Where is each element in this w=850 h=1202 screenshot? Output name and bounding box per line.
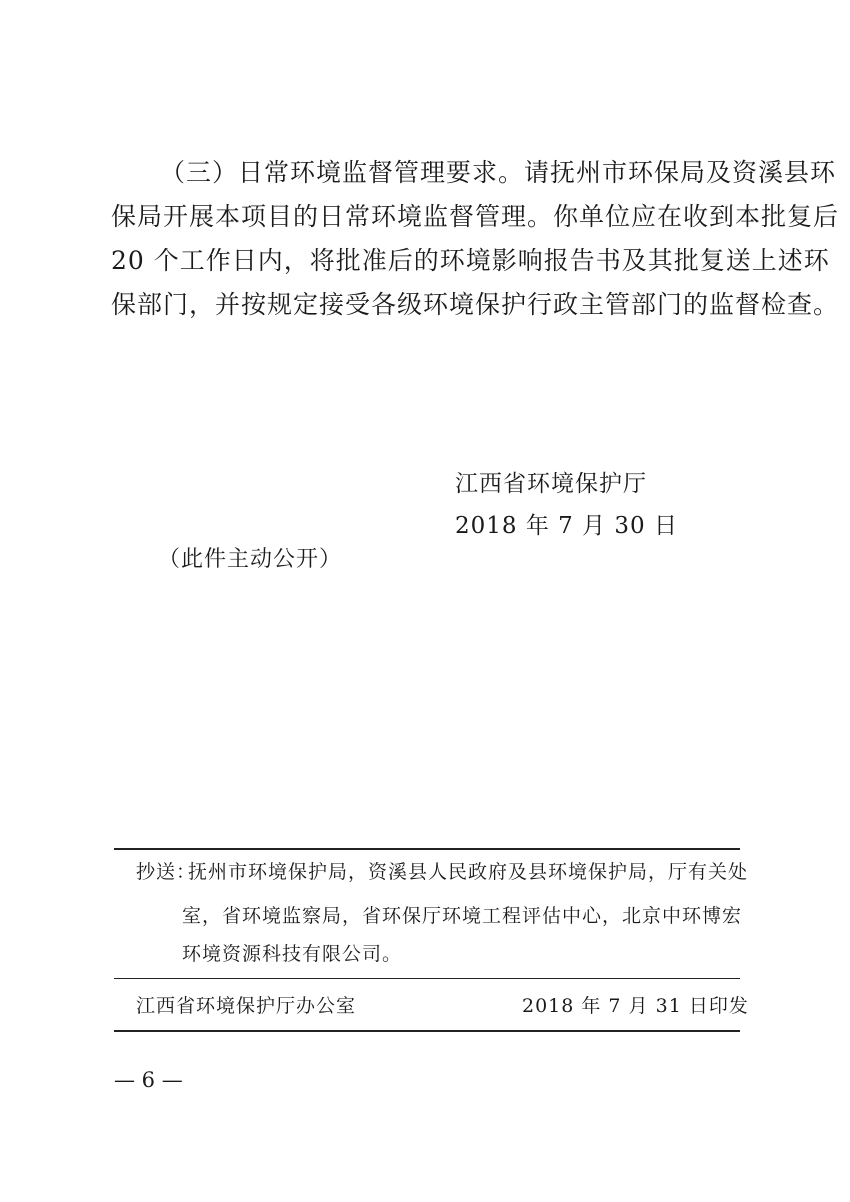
cc-label: 抄送： bbox=[136, 861, 197, 883]
signature-date: 2018 年 7 月 30 日 bbox=[455, 513, 678, 539]
divider-middle bbox=[114, 978, 740, 979]
body-line: 20 个工作日内，将批准后的环境影响报告书及其批复送上述环 bbox=[111, 246, 830, 275]
signature-org: 江西省环境保护厅 bbox=[455, 471, 647, 497]
cc-line: 室，省环境监察局，省环保厅环境工程评估中心，北京中环博宏 bbox=[182, 905, 743, 927]
cc-line: 抚州市环境保护局，资溪县人民政府及县环境保护局，厅有关处 bbox=[188, 861, 749, 883]
public-disclosure-note: （此件主动公开） bbox=[158, 547, 343, 572]
print-date: 2018 年 7 月 31 日印发 bbox=[522, 995, 749, 1017]
cc-line: 环境资源科技有限公司。 bbox=[182, 943, 403, 965]
body-line: （三）日常环境监督管理要求。请抚州市环保局及资溪县环 bbox=[160, 158, 837, 187]
divider-top bbox=[114, 848, 740, 850]
page-number: — 6 — bbox=[114, 1068, 183, 1092]
body-line: 保局开展本项目的日常环境监督管理。你单位应在收到本批复后 bbox=[111, 202, 840, 231]
divider-bottom bbox=[114, 1030, 740, 1032]
issuer-office: 江西省环境保护厅办公室 bbox=[136, 995, 357, 1017]
body-line: 保部门，并按规定接受各级环境保护行政主管部门的监督检查。 bbox=[111, 290, 840, 319]
